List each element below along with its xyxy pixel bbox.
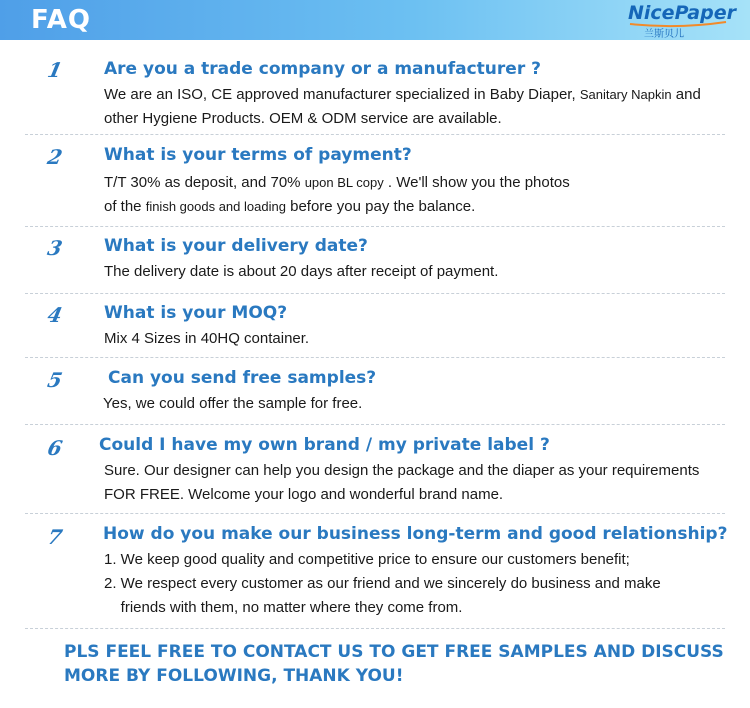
faq-question: Are you a trade company or a manufacturer ? [104,59,541,79]
faq-answer-line: of the finish goods and loading before you pay the balance. [104,198,476,215]
faq-number: 3 [45,236,65,260]
faq-answer-line: 1. We keep good quality and competitive price to ensure our customers benefit; [104,551,630,568]
faq-answer-line: T/T 30% as deposit, and 70% upon BL copy . We'll show you the photos [104,174,570,191]
faq-number: 1 [45,58,65,82]
faq-question: What is your MOQ? [104,303,288,323]
faq-number: 5 [45,368,65,392]
faq-answer-line: The delivery date is about 20 days after receipt of payment. [104,263,499,280]
closing-line-1: PLS FEEL FREE TO CONTACT US TO GET FREE SAMPLES AND DISCUSS [64,642,724,662]
faq-answer-line: We are an ISO, CE approved manufacturer specialized in Baby Diaper, Sanitary Napkin and [104,86,701,103]
page-title: FAQ [31,5,92,35]
divider [25,424,725,425]
divider [25,357,725,358]
divider [25,628,725,629]
faq-answer-line: 2. We respect every customer as our friend and we sincerely do business and make [104,575,661,592]
logo-subtext: 兰斯贝儿 [644,29,684,40]
logo-text: NicePaper [628,2,736,24]
faq-answer-line: other Hygiene Products. OEM & ODM service are available. [104,110,502,127]
faq-question: How do you make our business long-term and good relationship? [103,524,728,544]
divider [25,134,725,135]
faq-question: What is your terms of payment? [104,145,412,165]
divider [25,513,725,514]
divider [25,226,725,227]
faq-answer-line: friends with them, no matter where they come from. [104,599,463,616]
faq-answer-line: FOR FREE. Welcome your logo and wonderful brand name. [104,486,504,503]
faq-number: 4 [45,303,65,327]
header-banner [0,0,750,40]
divider [25,293,725,294]
faq-answer-line: Yes, we could offer the sample for free. [103,395,363,412]
closing-line-2: MORE BY FOLLOWING, THANK YOU! [64,666,404,686]
faq-number: 6 [45,436,65,460]
closing-message [64,640,724,688]
faq-question: What is your delivery date? [104,236,368,256]
faq-answer-line: Sure. Our designer can help you design the package and the diaper as your requirements [104,462,700,479]
faq-number: 2 [45,145,65,169]
brand-logo [628,2,736,40]
faq-answer-line: Mix 4 Sizes in 40HQ container. [104,330,310,347]
faq-question: Could I have my own brand / my private label ? [99,435,550,455]
faq-number: 7 [45,525,65,549]
faq-question: Can you send free samples? [108,368,377,388]
